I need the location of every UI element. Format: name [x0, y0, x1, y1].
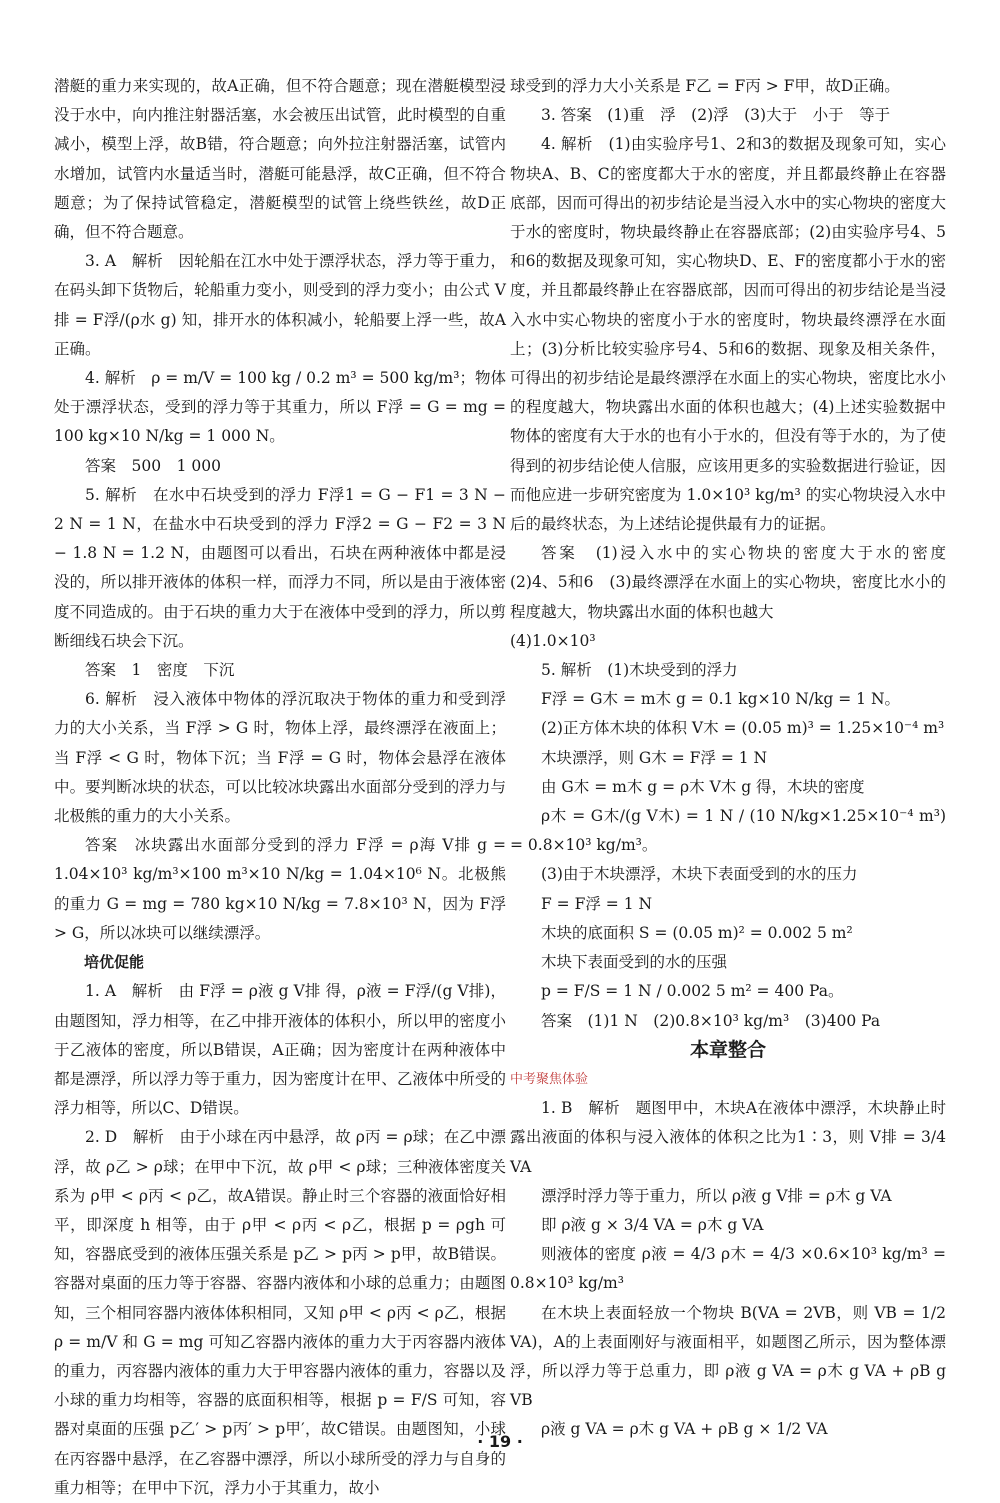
paragraph: 答案 (1)1 N (2)0.8×10³ kg/m³ (3)400 Pa [541, 1011, 881, 1030]
paragraph: (3)由于木块漂浮，木块下表面受到的水的压力 [541, 865, 858, 884]
paragraph: ρ木 = G木/(g V木) = 1 N / (10 N/kg×1.25×10⁻⁴ m³) = 0.8×10³ kg/m³。 [510, 807, 946, 855]
paragraph: 4. 解析 ρ = m/V = 100 kg / 0.2 m³ = 500 kg/m³；物体处于漂浮状态，受到的浮力等于其重力，所以 F浮 = G = mg = 100 kg×10 N/kg = 1 000 N。 [54, 369, 506, 446]
paragraph: 5. 解析 在水中石块受到的浮力 F浮1 = G − F1 = 3 N − 2 N = 1 N，在盐水中石块受到的浮力 F浮2 = G − F2 = 3 N − 1.8 N = 1.2 N，由题图可以看出，石块在两种液体中都是浸没的，所以排开液体的体积一样，而浮力不同，所以是由于液体密度不同造成的。由于石块的重力大于在液体中受到的浮力，所以剪断细线石块会下沉。 [54, 485, 506, 650]
paragraph: 则液体的密度 ρ液 = 4/3 ρ木 = 4/3 ×0.6×10³ kg/m³ = 0.8×10³ kg/m³ [510, 1245, 946, 1293]
page-number: · 19 · [477, 1432, 523, 1451]
paragraph: 1. A 解析 由 F浮 = ρ液 g V排 得，ρ液 = F浮/(g V排)，由题图知，浮力相等，在乙中排开液体的体积小，所以甲的密度小于乙液体的密度，所以B错误，A正确；因为密度计在两种液体中都是漂浮，所以浮力等于重力，因为密度计在甲、乙液体中所受的浮力相等，所以C、D错误。 [54, 982, 506, 1118]
paragraph: 答案 冰块露出水面部分受到的浮力 F浮 = ρ海 V排 g = 1.04×10³ kg/m³×100 m³×10 N/kg = 1.04×10⁶ N。北极熊的重力 G = mg = 780 kg×10 N/kg = 7.8×10³ N，因为 F浮 > G，所以冰块可以继续漂浮。 [54, 836, 506, 942]
paragraph: 由 G木 = m木 g = ρ木 V木 g 得，木块的密度 [541, 777, 865, 796]
paragraph: 漂浮时浮力等于重力，所以 ρ液 g V排 = ρ木 g VA [541, 1186, 892, 1205]
paragraph: 5. 解析 (1)木块受到的浮力 [541, 661, 738, 680]
paragraph: 球受到的浮力大小关系是 F乙 = F丙 > F甲，故D正确。 [510, 77, 900, 95]
paragraph: 木块的底面积 S = (0.05 m)² = 0.002 5 m² [541, 923, 853, 942]
paragraph: ρ液 g VA = ρ木 g VA + ρB g × 1/2 VA [541, 1420, 828, 1439]
paragraph: (4)1.0×10³ [510, 631, 596, 650]
paragraph: 即 ρ液 g × 3/4 VA = ρ木 g VA [541, 1215, 764, 1234]
left-column [54, 72, 506, 1503]
paragraph: F浮 = G木 = m木 g = 0.1 kg×10 N/kg = 1 N。 [541, 690, 901, 709]
paragraph: 在木块上表面轻放一个物块 B(VA = 2VB，则 VB = 1/2 VA)，A的上表面刚好与液面相平，如题图乙所示，因为整体漂浮，所以浮力等于总重力，即 ρ液 g VA = ρ木 g VA + ρB g VB [510, 1303, 946, 1410]
paragraph: 3. 答案 (1)重 浮 (2)浮 (3)大于 小于 等于 [541, 106, 891, 125]
paragraph: 答案 (1)浸入水中的实心物块的密度大于水的密度 (2)4、5和6 (3)最终漂浮在水面上的实心物块，密度比水小的程度越大，物块露出水面的体积也越大 [510, 544, 962, 621]
paragraph: 木块下表面受到的水的压强 [541, 953, 728, 972]
paragraph: 答案 1 密度 下沉 [85, 661, 235, 680]
chapter-title: 本章整合 [689, 1038, 766, 1061]
section-heading: 培优促能 [84, 953, 145, 972]
paragraph: 木块漂浮，则 G木 = F浮 = 1 N [541, 748, 768, 767]
paragraph: p = F/S = 1 N / 0.002 5 m² = 400 Pa。 [541, 982, 844, 1001]
right-column [510, 72, 962, 1445]
paragraph: 1. B 解析 题图甲中，木块A在液体中漂浮，木块静止时露出液面的体积与浸入液体的体积之比为1∶3，则 V排 = 3/4 VA [510, 1099, 946, 1176]
paragraph: 潜艇的重力来实现的，故A正确，但不符合题意；现在潜艇模型浸没于水中，向内推注射器活塞，水会被压出试管，此时模型的自重减小，模型上浮，故B错，符合题意；向外拉注射器活塞，试管内水增加，试管内水量适当时，潜艇可能悬浮，故C正确，但不符合题意；为了保持试管稳定，潜艇模型的试管上绕些铁丝，故D正确，但不符合题意。 [54, 77, 506, 242]
paragraph: (2)正方体木块的体积 V木 = (0.05 m)³ = 1.25×10⁻⁴ m³ [541, 719, 945, 738]
section-tag: 中考聚焦体验 [510, 1071, 589, 1087]
paragraph: 答案 500 1 000 [85, 456, 221, 475]
paragraph: 6. 解析 浸入液体中物体的浮沉取决于物体的重力和受到浮力的大小关系，当 F浮 > G 时，物体上浮，最终漂浮在液面上；当 F浮 < G 时，物体下沉；当 F浮 = G 时，物体会悬浮在液体中。要判断冰块的状态，可以比较冰块露出水面部分受到的浮力与北极熊的重力的大小关系。 [54, 690, 506, 826]
paragraph: 4. 解析 (1)由实验序号1、2和3的数据及现象可知，实心物块A、B、C的密度都大于水的密度，并且都最终静止在容器底部，因而可得出的初步结论是当浸入水中的实心物块的密度大于水的密度时，物块最终静止在容器底部；(2)由实验序号4、5和6的数据及现象可知，实心物块D、E、F的密度都小于水的密度，并且都最终静止在容器底部，因而可得出的初步结论是当浸入水中实心物块的密度小于水的密度时，物块最终漂浮在水面上；(3)分析比较实验序号4、5和6的数据、现象及相关条件，可得出的初步结论是最终漂浮在水面上的实心物块，密度比水小的程度越大，物块露出水面的体积也越大；(4)上述实验数据中物体的密度有大于水的也有小于水的，但没有等于水的，为了使得到的初步结论使人信服，应该用更多的实验数据进行验证，因而他应进一步研究密度为 1.0×10³ kg/m³ 的实心物块浸入水中后的最终状态，为上述结论提供最有力的证据。 [510, 135, 946, 534]
paragraph: 3. A 解析 因轮船在江水中处于漂浮状态，浮力等于重力，在码头卸下货物后，轮船重力变小，则受到的浮力变小；由公式 V排 = F浮/(ρ水 g) 知，排开水的体积减小，轮船要上浮一些，故A正确。 [54, 252, 506, 358]
paragraph: F = F浮 = 1 N [541, 894, 653, 913]
paragraph: 2. D 解析 由于小球在丙中悬浮，故 ρ丙 = ρ球；在乙中漂浮，故 ρ乙 > ρ球；在甲中下沉，故 ρ甲 < ρ球；三种液体密度关系为 ρ甲 < ρ丙 < ρ乙，故A错误。静止时三个容器的液面恰好相平，即深度 h 相等，由于 ρ甲 < ρ丙 < ρ乙，根据 p = ρgh 可知，容器底受到的液体压强关系是 p乙 > p丙 > p甲，故B错误。容器对桌面的压力等于容器、容器内液体和小球的总重力；由题图知，三个相同容器内液体体积相同，又知 ρ甲 < ρ丙 < ρ乙，根据 ρ = m/V 和 G = mg 可知乙容器内液体的重力大于丙容器内液体的重力，丙容器内液体的重力大于甲容器内液体的重力，容器以及小球的重力均相等，容器的底面积相等，根据 p = F/S 可知，容器对桌面的压强 p乙′ > p丙′ > p甲′，故C错误。由题图知，小球在丙容器中悬浮，在乙容器中漂浮，所以小球所受的浮力与自身的重力相等；在甲中下沉，浮力小于其重力，故小 [54, 1128, 506, 1497]
